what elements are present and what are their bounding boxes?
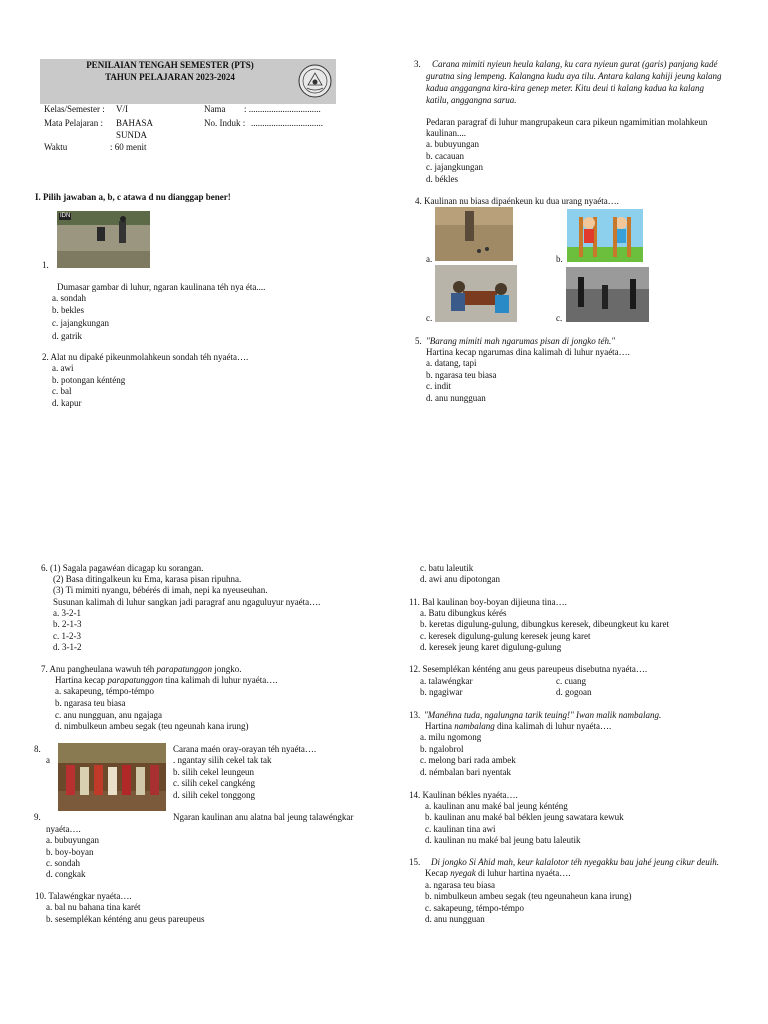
q1-question: Dumasar gambar di luhur, ngaran kaulinana téh nya éta.... bbox=[57, 282, 266, 292]
q8-option-d[interactable]: d. silih cekel tonggong bbox=[173, 790, 255, 800]
q9-question-line-1: Ngaran kaulinan anu alatna bal jeung talawéngkar bbox=[173, 812, 354, 822]
q1-photo-watermark: IDN bbox=[60, 213, 71, 219]
q7-term: parapatunggon bbox=[156, 664, 212, 674]
q13-option-c[interactable]: c. melong bari rada ambek bbox=[420, 755, 516, 765]
q15-option-c[interactable]: c. sakapeung, témpo-témpo bbox=[425, 903, 524, 913]
q8-number: 8. bbox=[34, 744, 41, 754]
q13-text-c: dina kalimah di luhur nyaéta…. bbox=[494, 721, 612, 731]
q6-line-2: (2) Basa ditingalkeun ku Ema, karasa pisan ripuhna. bbox=[53, 574, 242, 584]
q7-option-d[interactable]: d. nimbulkeun ambeu segak (teu ngeunah kana irung) bbox=[55, 721, 249, 731]
q10-option-a[interactable]: a. bal nu bahana tina karét bbox=[46, 902, 141, 912]
q10-question: 10. Talawéngkar nyaéta…. bbox=[35, 891, 132, 901]
q7-option-a[interactable]: a. sakapeung, témpo-témpo bbox=[55, 686, 154, 696]
q3-option-c[interactable]: c. jajangkungan bbox=[426, 162, 483, 172]
q11-option-a[interactable]: a. Batu dibungkus kérés bbox=[420, 608, 507, 618]
q11-question: 11. Bal kaulinan boy-boyan dijieuna tina…. bbox=[409, 597, 567, 607]
q6-option-d[interactable]: d. 3-1-2 bbox=[53, 642, 82, 652]
q1-number: 1. bbox=[42, 260, 49, 270]
q7-text-2c: tina kalimah di luhur nyaéta…. bbox=[163, 675, 278, 685]
q2-option-c[interactable]: c. bal bbox=[52, 386, 72, 396]
q7-text-a: 7. Anu pangheulana wawuh téh bbox=[41, 664, 157, 674]
q3-passage-line-4: katilu, anggangna sarua. bbox=[426, 95, 517, 105]
q8-option-a[interactable]: . ngantay silih cekel tak tak bbox=[173, 755, 272, 765]
q8-question: Carana maén oray-orayan téh nyaéta…. bbox=[173, 744, 317, 754]
q6-option-b[interactable]: b. 2-1-3 bbox=[53, 619, 82, 629]
waktu-label: Waktu bbox=[44, 142, 68, 152]
q3-option-a[interactable]: a. bubuyungan bbox=[426, 139, 479, 149]
q7-term-2: parapatunggon bbox=[107, 675, 163, 685]
q13-option-b[interactable]: b. ngalobrol bbox=[420, 744, 464, 754]
exam-year: TAHUN PELAJARAN 2023-2024 bbox=[105, 72, 235, 82]
q13-option-a[interactable]: a. milu ngomong bbox=[420, 732, 482, 742]
q4-image-d[interactable] bbox=[566, 267, 649, 322]
q13-number: 13. bbox=[409, 710, 421, 720]
q12-question: 12. Sesemplékan kénténg anu geus pareupeus disebutna nyaéta…. bbox=[409, 664, 648, 674]
q8-option-c[interactable]: c. silih cekel cangkéng bbox=[173, 778, 255, 788]
q9-option-d[interactable]: d. congkak bbox=[46, 869, 86, 879]
q4-question: 4. Kaulinan nu biasa dipaénkeun ku dua urang nyaéta…. bbox=[415, 196, 619, 206]
q3-passage-line-1: Carana mimiti nyieun heula kalang, ku cara nyieun gurat (garis) panjang kadé bbox=[432, 59, 718, 69]
q2-option-a[interactable]: a. awi bbox=[52, 363, 74, 373]
q8-option-b[interactable]: b. silih cekel leungeun bbox=[173, 767, 254, 777]
q7-question-line-1 bbox=[41, 664, 242, 675]
q2-option-b[interactable]: b. potongan kénténg bbox=[52, 375, 126, 385]
q5-quote: "Barang mimiti mah ngarumas pisan di jongko téh." bbox=[426, 336, 616, 346]
q8-option-a-prefix: a bbox=[46, 755, 50, 765]
waktu-value: : 60 menit bbox=[110, 142, 147, 152]
q14-option-c[interactable]: c. kaulinan tina awi bbox=[425, 824, 496, 834]
q13-question bbox=[425, 721, 611, 732]
mapel-value-2: SUNDA bbox=[116, 130, 148, 140]
q8-photo bbox=[58, 743, 166, 811]
kelas-label: Kelas/Semester : bbox=[44, 104, 105, 114]
q7-question-line-2 bbox=[55, 675, 277, 686]
q4-label-d: c. bbox=[556, 313, 563, 323]
q15-term: nyegak bbox=[450, 868, 476, 878]
q14-question: 14. Kaulinan békles nyaéta…. bbox=[409, 790, 518, 800]
q7-option-c[interactable]: c. anu nungguan, anu ngajaga bbox=[55, 710, 162, 720]
q1-option-a[interactable]: a. sondah bbox=[52, 293, 86, 303]
nama-field[interactable]: : ................................ bbox=[244, 104, 321, 114]
q14-option-b[interactable]: b. kaulinan anu maké bal béklen jeung sawatara kewuk bbox=[425, 812, 624, 822]
mapel-value: BAHASA bbox=[116, 118, 154, 128]
q6-line-3: (3) Ti mimiti nyangu, bébérés di imah, nepi ka nyeuseuhan. bbox=[53, 585, 268, 595]
q12-option-d[interactable]: d. gogoan bbox=[556, 687, 592, 697]
q5-option-c[interactable]: c. indit bbox=[426, 381, 451, 391]
q15-option-b[interactable]: b. nimbulkeun ambeu segak (teu ngeunaheun kana irung) bbox=[425, 891, 632, 901]
q13-option-d[interactable]: d. némbalan bari nyentak bbox=[420, 767, 511, 777]
q9-question-line-2: nyaéta…. bbox=[46, 824, 81, 834]
q9-option-b[interactable]: b. boy-boyan bbox=[46, 847, 94, 857]
q7-option-b[interactable]: b. ngarasa teu biasa bbox=[55, 698, 126, 708]
q4-label-a: a. bbox=[426, 254, 433, 264]
q15-option-d[interactable]: d. anu nungguan bbox=[425, 914, 485, 924]
induk-field[interactable]: ................................ bbox=[251, 118, 323, 128]
q5-option-d[interactable]: d. anu nungguan bbox=[426, 393, 486, 403]
q7-text-c: jongko. bbox=[212, 664, 242, 674]
q4-image-a[interactable] bbox=[435, 207, 513, 261]
section-heading bbox=[35, 192, 231, 203]
q1-option-d[interactable]: d. gatrik bbox=[52, 331, 82, 341]
q10-option-c[interactable]: c. batu laleutik bbox=[420, 563, 474, 573]
q2-option-d[interactable]: d. kapur bbox=[52, 398, 82, 408]
q6-line-1: 6. (1) Sagala pagawéan dicagap ku sorangan. bbox=[41, 563, 204, 573]
q6-option-c[interactable]: c. 1-2-3 bbox=[53, 631, 81, 641]
q14-option-d[interactable]: d. kaulinan nu maké bal jeung batu laleutik bbox=[425, 835, 581, 845]
q14-option-a[interactable]: a. kaulinan anu maké bal jeung kénténg bbox=[425, 801, 568, 811]
q10-option-b[interactable]: b. sesemplékan kénténg anu geus pareupeus bbox=[46, 914, 205, 924]
mapel-label: Mata Pelajaran : bbox=[44, 118, 103, 128]
q3-question-line-1: Pedaran paragraf di luhur mangrupakeun cara pikeun ngamimitian molahkeun bbox=[426, 117, 708, 127]
q9-option-c[interactable]: c. sondah bbox=[46, 858, 80, 868]
tut-wuri-logo bbox=[296, 63, 334, 99]
q5-question: Hartina kecap ngarumas dina kalimah di luhur nyaéta…. bbox=[426, 347, 630, 357]
q3-passage-line-2: guratna sing lempeng. Kalangna kudu aya tilu. Antara kalang kahiji jeung kalang bbox=[426, 71, 722, 81]
q1-option-c[interactable]: c. jajangkungan bbox=[52, 318, 109, 328]
q5-option-a[interactable]: a. datang, tapi bbox=[426, 358, 477, 368]
q11-option-c[interactable]: c. keresek digulung-gulung keresek jeung karet bbox=[420, 631, 591, 641]
q4-image-c[interactable] bbox=[435, 265, 517, 322]
q13-quote: "Manéhna tuda, ngalungna tarik teuing!" Iwan malik nambalang. bbox=[424, 710, 662, 720]
q15-text-c: di luhur hartina nyaéta…. bbox=[475, 868, 571, 878]
q11-option-d[interactable]: d. keresek jeung karet digulung-gulung bbox=[420, 642, 562, 652]
q5-option-b[interactable]: b. ngarasa teu biasa bbox=[426, 370, 497, 380]
q5-number: 5. bbox=[415, 336, 422, 346]
q4-label-c: c. bbox=[426, 313, 433, 323]
q4-label-b: b. bbox=[556, 254, 563, 264]
section-instruction: Pilih jawaban a, b, c atawa d nu dianggap bener! bbox=[43, 192, 231, 202]
q12-option-a[interactable]: a. talawéngkar bbox=[420, 676, 473, 686]
q11-option-b[interactable]: b. keretas digulung-gulung, dibungkus keresek, dibeungkeut ku karet bbox=[420, 619, 669, 629]
section-number: I. bbox=[35, 192, 41, 202]
q9-option-a[interactable]: a. bubuyungan bbox=[46, 835, 99, 845]
nama-label: Nama bbox=[204, 104, 226, 114]
q3-question-line-2: kaulinan.... bbox=[426, 128, 466, 138]
q6-option-a[interactable]: a. 3-2-1 bbox=[53, 608, 81, 618]
kelas-value: V/I bbox=[116, 104, 128, 114]
q15-text-a: Kecap bbox=[425, 868, 451, 878]
exam-title: PENILAIAN TENGAH SEMESTER (PTS) bbox=[86, 60, 254, 70]
q12-option-b[interactable]: b. ngagiwar bbox=[420, 687, 463, 697]
q2-question: 2. Alat nu dipaké pikeunmolahkeun sondah téh nyaéta…. bbox=[42, 352, 249, 362]
q13-term: nambalang bbox=[454, 721, 495, 731]
q6-question: Susunan kalimah di luhur sangkan jadi paragraf anu ngaguluyur nyaéta…. bbox=[53, 597, 321, 607]
q13-text-a: Hartina bbox=[425, 721, 455, 731]
q4-image-b[interactable] bbox=[567, 209, 643, 262]
q15-number: 15. bbox=[409, 857, 421, 867]
q1-photo bbox=[57, 211, 150, 268]
q3-option-d[interactable]: d. békles bbox=[426, 174, 458, 184]
q12-option-c[interactable]: c. cuang bbox=[556, 676, 586, 686]
q3-number: 3. bbox=[414, 59, 421, 69]
q7-text-2a: Hartina kecap bbox=[55, 675, 108, 685]
q1-option-b[interactable]: b. bekles bbox=[52, 305, 84, 315]
q3-option-b[interactable]: b. cacauan bbox=[426, 151, 464, 161]
q10-option-d[interactable]: d. awi anu dipotongan bbox=[420, 574, 500, 584]
q15-question bbox=[425, 868, 570, 879]
q9-number: 9. bbox=[34, 812, 41, 822]
induk-label: No. Induk : bbox=[204, 118, 246, 128]
q15-quote: Di jongko Si Ahid mah, keur kalalotor téh nyegakku bau jahé jeung cikur deuih. bbox=[431, 857, 720, 867]
q15-option-a[interactable]: a. ngarasa teu biasa bbox=[425, 880, 495, 890]
q3-passage-line-3: kadua anggangna kira-kira genep meter. Kitu deui ti kalang kadua ka kalang bbox=[426, 83, 704, 93]
